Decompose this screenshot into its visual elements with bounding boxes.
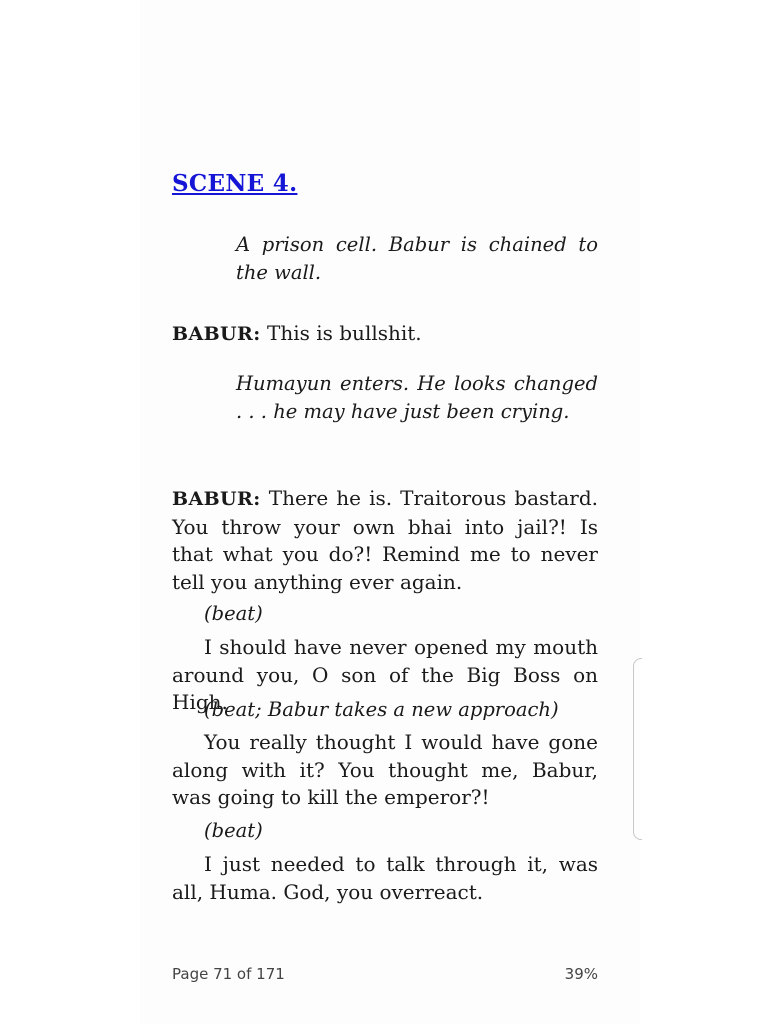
parenthetical: (beat) bbox=[204, 602, 263, 625]
dialogue-paragraph: You really thought I would have gone along with it? You thought me, Babur, was going to kill the emperor?! bbox=[172, 730, 598, 809]
dialogue-text: There he is. Traitorous bastard. You throw your own bhai into jail?! Is that what you do?! Remind me to never tell you anything ever again. bbox=[172, 486, 598, 594]
stage-direction: A prison cell. Babur is chained to the wall. bbox=[236, 233, 598, 284]
dialogue-text: This is bullshit. bbox=[260, 321, 422, 345]
scroll-handle[interactable] bbox=[633, 658, 642, 840]
reading-progress: 39% bbox=[564, 965, 598, 983]
speaker-name: BABUR: bbox=[172, 488, 261, 510]
dialogue-line bbox=[172, 320, 598, 349]
stage-direction: Humayun enters. He looks changed . . . he may have just been crying. bbox=[236, 372, 598, 423]
page-number: Page 71 of 171 bbox=[172, 965, 285, 983]
parenthetical: (beat) bbox=[204, 819, 263, 842]
dialogue-line bbox=[172, 485, 598, 596]
speaker-name: BABUR: bbox=[172, 323, 261, 345]
dialogue-paragraph: I should have never opened my mouth around you, O son of the Big Boss on High. bbox=[172, 635, 598, 714]
parenthetical: (beat; Babur takes a new approach) bbox=[204, 698, 559, 721]
dialogue-paragraph: I just needed to talk through it, was all, Huma. God, you overreact. bbox=[172, 852, 598, 904]
scene-heading-link[interactable]: SCENE 4. bbox=[172, 170, 298, 197]
